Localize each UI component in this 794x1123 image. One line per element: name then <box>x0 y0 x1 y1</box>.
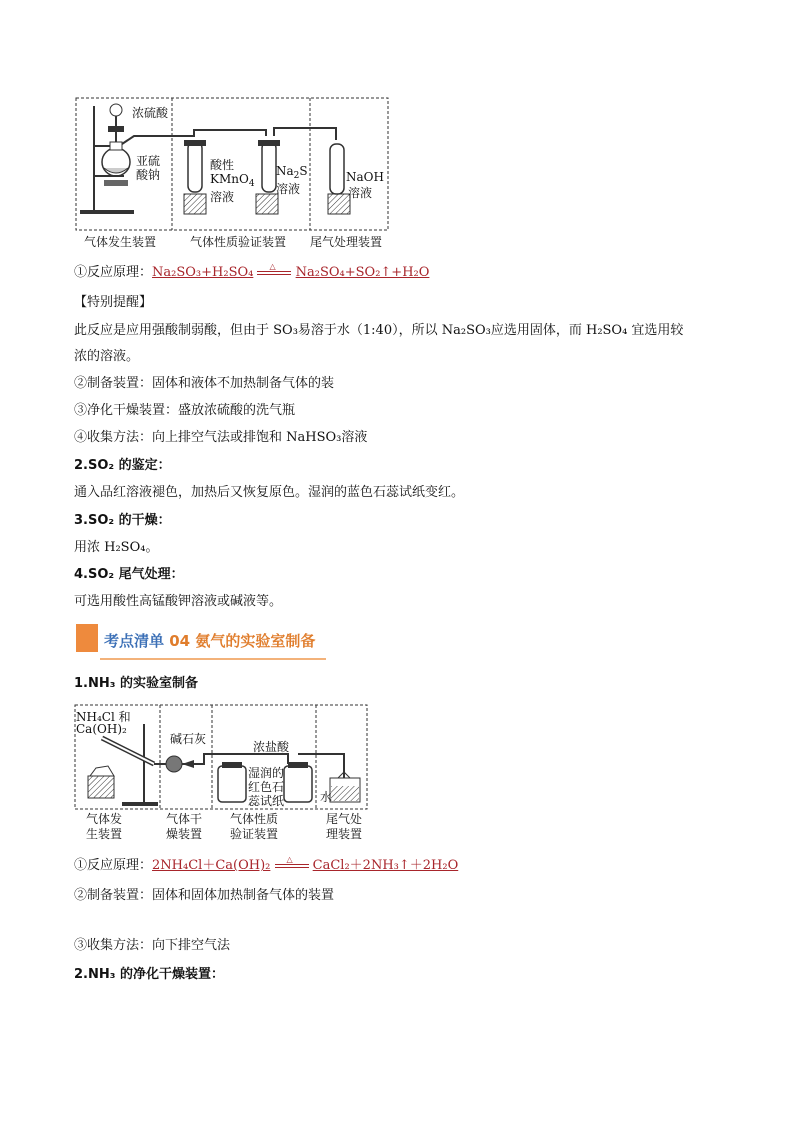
nh3-reaction-prefix: ①反应原理： <box>74 858 153 873</box>
label-paper-1: 湿润的 <box>248 766 285 780</box>
so2-reaction-condition: △ <box>269 261 276 271</box>
label-naoh-1: NaOH <box>346 170 384 184</box>
fig2-caption-4-a: 尾气处 <box>326 812 363 826</box>
label-kmno4-2 <box>210 172 255 189</box>
banner-underline <box>100 658 326 660</box>
nh3-item-2: ②制备装置：固体和固体加热制备气体的装置 <box>74 888 335 903</box>
so2-reaction-arrow <box>257 261 291 280</box>
na2s-sub: 2 <box>293 171 300 181</box>
nh3-reaction-left: 2NH₄Cl＋Ca(OH)₂ <box>152 858 271 873</box>
fig2-caption-3-b: 验证装置 <box>230 827 279 841</box>
label-conc-sulfuric: 浓硫酸 <box>132 106 169 120</box>
fig2-caption-3 <box>230 812 278 842</box>
label-na2s-1 <box>276 164 308 181</box>
so2-heading-3: 3.SO₂ 的干燥： <box>74 513 171 528</box>
fig2-caption-1-b: 生装置 <box>86 827 123 841</box>
label-na2s-2: 溶液 <box>276 182 301 196</box>
so2-reaction-prefix: ①反应原理： <box>74 265 153 280</box>
fig1-caption-3: 尾气处理装置 <box>310 235 383 249</box>
fig2-caption-3-a: 气体性质 <box>230 812 279 826</box>
label-kmno4-3: 溶液 <box>210 190 235 204</box>
label-sodium-sulfite-2: 酸钠 <box>136 168 161 182</box>
nh3-heading-1: 1.NH₃ 的实验室制备 <box>74 676 198 691</box>
fig2-caption-2-a: 气体干 <box>166 812 203 826</box>
so2-heading-4-body: 可选用酸性高锰酸钾溶液或碱液等。 <box>74 594 283 609</box>
nh3-reaction-right: CaCl₂＋2NH₃↑＋2H₂O <box>312 858 459 873</box>
banner-accent-block <box>76 624 98 652</box>
nh3-heading-2: 2.NH₃ 的净化干燥装置： <box>74 967 224 982</box>
na2s-s: S <box>299 164 308 178</box>
kmno4-sub: 4 <box>248 179 255 189</box>
kmno4-text: KMnO <box>210 172 249 186</box>
fig2-caption-1-a: 气体发 <box>86 812 123 826</box>
fig2-caption-4-b: 理装置 <box>326 827 363 841</box>
so2-tip-line2: 浓的溶液。 <box>74 349 140 364</box>
so2-heading-2-body: 通入品红溶液褪色，加热后又恢复原色。湿润的蓝色石蕊试纸变红。 <box>74 485 465 500</box>
banner-title-part1: 考点清单 <box>104 632 165 650</box>
fig1-caption-1: 气体发生装置 <box>84 235 157 249</box>
section-banner <box>74 622 334 660</box>
label-water: 水 <box>320 790 333 804</box>
so2-heading-3-body: 用浓 H₂SO₄。 <box>74 540 159 555</box>
so2-item-3: ③净化干燥装置：盛放浓硫酸的洗气瓶 <box>74 403 296 418</box>
label-nh3-reagent-2: Ca(OH)₂ <box>76 722 127 736</box>
banner-title <box>104 630 315 651</box>
label-paper-2: 红色石 <box>248 780 285 794</box>
so2-reaction-line <box>74 261 430 282</box>
label-soda-lime: 碱石灰 <box>170 732 207 746</box>
nh3-reaction-condition: △ <box>286 854 293 864</box>
label-naoh-2: 溶液 <box>348 186 373 200</box>
fig2-caption-2-b: 燥装置 <box>166 827 203 841</box>
so2-heading-4: 4.SO₂ 尾气处理： <box>74 567 184 582</box>
so2-tip-title: 【特别提醒】 <box>74 295 153 310</box>
so2-heading-2: 2.SO₂ 的鉴定： <box>74 458 171 473</box>
na2s-na: Na <box>276 164 294 178</box>
fig1-caption-2: 气体性质验证装置 <box>190 235 287 249</box>
so2-reaction-left: Na₂SO₃+H₂SO₄ <box>152 265 254 280</box>
label-sodium-sulfite-1: 亚硫 <box>136 154 161 168</box>
nh3-reaction-line <box>74 854 459 875</box>
label-nh3-reagent-1: NH₄Cl 和 <box>76 710 131 724</box>
label-conc-hcl: 浓盐酸 <box>253 740 290 754</box>
nh3-reaction-arrow <box>275 854 309 873</box>
so2-reaction-right: Na₂SO₄+SO₂↑+H₂O <box>295 265 430 280</box>
fig2-caption-1 <box>86 812 122 842</box>
label-paper-3: 蕊试纸 <box>248 794 285 808</box>
label-kmno4-1: 酸性 <box>210 158 235 172</box>
fig2-caption-4 <box>326 812 362 842</box>
so2-item-2: ②制备装置：固体和液体不加热制备气体的装 <box>74 376 335 391</box>
so2-tip-line1: 此反应是应用强酸制弱酸，但由于 SO₃易溶于水（1:40），所以 Na₂SO₃应选用固体，而 H₂SO₄ 宜选用较 <box>74 323 684 338</box>
nh3-item-3: ③收集方法：向下排空气法 <box>74 938 231 953</box>
so2-item-4: ④收集方法：向上排空气法或排饱和 NaHSO₃溶液 <box>74 430 368 445</box>
banner-title-part2: 04 氨气的实验室制备 <box>169 632 316 650</box>
fig2-caption-2 <box>166 812 202 842</box>
